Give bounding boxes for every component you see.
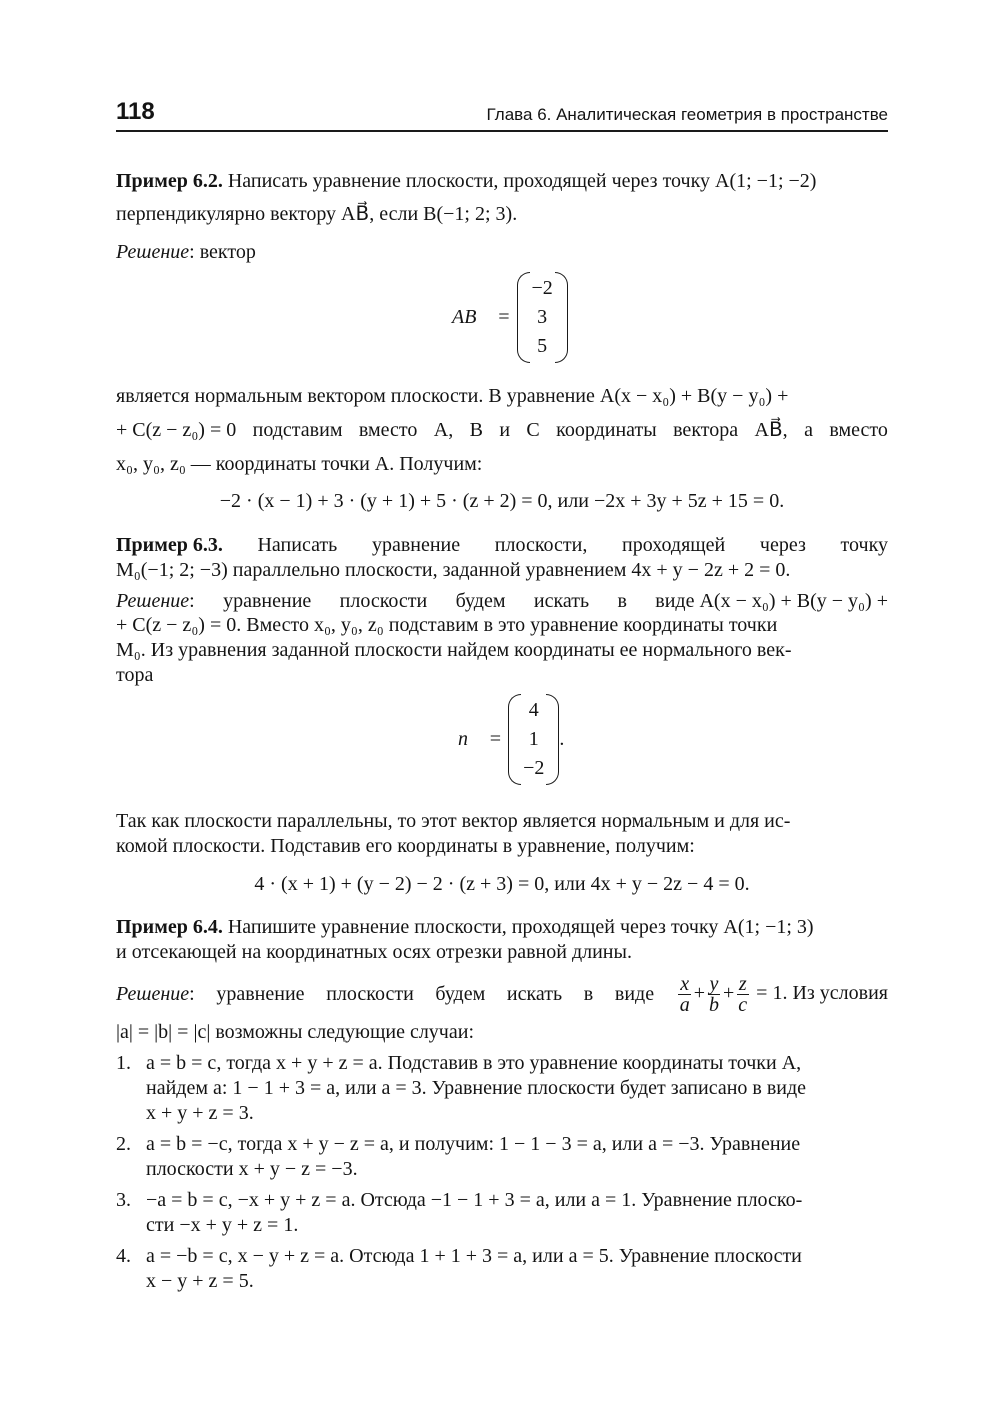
word: C <box>526 419 540 441</box>
list-item-continuation: сти −x + y + z = 1. <box>146 1214 299 1236</box>
left-paren <box>517 272 530 363</box>
word: A, <box>433 419 454 441</box>
list-text: a = b = c, тогда x + y + z = a. Подставив в это уравнение координаты точки A, <box>146 1052 802 1074</box>
fraction-x-over-a: $\frac{x}{a}$ <box>679 972 690 1016</box>
example-6-4-label: Пример 6.4. <box>116 916 223 938</box>
word: вектора <box>673 419 739 441</box>
example-6-2-solution <box>116 239 888 265</box>
solution-label: Решение <box>116 590 190 612</box>
example-6-2-equation: −2 · (x − 1) + 3 · (y + 1) + 5 · (z + 2) = 0, или −2x + 3y + 5z + 15 = 0. <box>219 490 785 512</box>
vector-ab-cell: 3 <box>537 306 548 328</box>
list-item <box>116 1243 888 1269</box>
list-item-continuation: x + y + z = 3. <box>146 1102 254 1124</box>
example-6-3-line-2: M₀(−1; 2; −3) параллельно плоскости, заданной уравнением 4x + y − 2z + 2 = 0. <box>116 559 791 581</box>
word: виде A(x − x₀) + B(y − y₀) + <box>655 590 888 612</box>
list-text: −a = b = c, −x + y + z = a. Отсюда −1 − 1 + 3 = a, или a = 1. Уравнение плоско- <box>146 1189 803 1211</box>
solution-text: : вектор <box>189 241 256 263</box>
word: плоскости <box>326 983 414 1005</box>
example-6-4-line-1 <box>116 914 888 940</box>
example-6-3-line-1 <box>116 532 888 558</box>
list-item <box>116 1187 888 1213</box>
list-item-continuation: найдем a: 1 − 1 + 3 = a, или a = 3. Уравнение плоскости будет записано в виде <box>146 1077 807 1099</box>
vector-n-label: n⃗ = <box>458 728 503 750</box>
word: будем <box>455 590 506 612</box>
list-item-continuation: x − y + z = 5. <box>146 1270 254 1292</box>
example-6-3-line-4: + C(z − z₀) = 0. Вместо x₀, y₀, z₀ подставим в это уравнение координаты точки <box>116 614 778 636</box>
word: + C(z − z₀) = 0 <box>116 419 237 441</box>
example-6-3-line-6: тора <box>116 664 154 686</box>
list-number: 3. <box>116 1189 131 1211</box>
word: Написать <box>257 534 338 556</box>
example-6-3-line-7: Так как плоскости параллельны, то этот вектор является нормальным и для ис- <box>116 810 791 832</box>
solution-label: Решение <box>116 983 190 1005</box>
vector-n-matrix <box>508 694 559 785</box>
page-number: 118 <box>116 98 155 125</box>
example-6-3-line-3: Решение: уравнение плоскости будем искать в виде A(x − x₀) + B(y − y₀) + <box>116 590 888 612</box>
word: уравнение <box>223 590 312 612</box>
list-number: 1. <box>116 1052 131 1074</box>
word: вместо <box>358 419 418 441</box>
vector-n-cell: 1 <box>528 728 539 750</box>
word: вместо <box>829 419 888 441</box>
vector-ab-label: AB⃗ = <box>452 306 511 328</box>
example-6-2-line-4 <box>116 417 888 443</box>
word: уравнение <box>371 534 461 556</box>
example-6-4-line-4: |a| = |b| = |c| возможны следующие случаи: <box>116 1021 474 1043</box>
example-6-2-line-5: x₀, y₀, z₀ — координаты точки A. Получим: <box>116 453 483 475</box>
vector-n-cell: −2 <box>523 757 545 779</box>
fraction-y-over-b: $\frac{y}{b}$ <box>709 972 719 1016</box>
word: в <box>583 983 594 1005</box>
list-text: a = −b = c, x − y + z = a. Отсюда 1 + 1 + 3 = a, или a = 5. Уравнение плоскости <box>146 1245 802 1267</box>
right-paren <box>555 272 568 363</box>
left-paren <box>508 694 521 785</box>
intercept-equation: $\frac{x}{a}$ + $\frac{y}{b}$ + $\frac{z}{c}$ = 1. Из условия <box>679 972 888 1016</box>
page-header <box>116 100 888 130</box>
vector-ab-cell: 5 <box>537 335 548 357</box>
example-6-4-line-3: Решение: уравнение плоскости будем искать в виде $\frac{x}{a}$ + $\frac{y}{b}$ + $\frac{z}{c}$ = 1. Из условия <box>116 972 888 1016</box>
word: плоскости, <box>494 534 588 556</box>
word: B <box>469 419 483 441</box>
word: через <box>759 534 806 556</box>
solution-label: Решение <box>116 241 190 263</box>
list-number: 2. <box>116 1133 131 1155</box>
example-6-4-text-1: Напишите уравнение плоскости, проходящей через точку A(1; −1; 3) <box>227 916 814 938</box>
right-paren <box>546 694 559 785</box>
list-text: a = b = −c, тогда x + y − z = a, и получим: 1 − 1 − 3 = a, или a = −3. Уравнение <box>146 1133 801 1155</box>
word: AB⃗, <box>754 419 788 441</box>
vector-ab-cell: −2 <box>531 277 553 299</box>
list-item <box>116 1050 888 1076</box>
example-6-3-line-5: M₀. Из уравнения заданной плоскости найдем координаты ее нормального век- <box>116 639 792 661</box>
word: в <box>617 590 627 612</box>
word: виде <box>614 983 655 1005</box>
example-6-2-line-3: является нормальным вектором плоскости. В уравнение A(x − x₀) + B(y − y₀) + <box>116 385 789 407</box>
word: координаты <box>556 419 657 441</box>
fraction-z-over-c: $\frac{z}{c}$ <box>738 972 748 1016</box>
word: и <box>499 419 511 441</box>
word: плоскости <box>339 590 428 612</box>
word: проходящей <box>622 534 726 556</box>
header-rule <box>116 130 888 132</box>
word: искать <box>533 590 590 612</box>
example-6-2-label: Пример 6.2. <box>116 170 223 192</box>
list-number: 4. <box>116 1245 131 1267</box>
vector-n <box>458 694 564 785</box>
word: подставим <box>252 419 343 441</box>
example-6-2-text-1: Написать уравнение плоскости, проходящей через точку A(1; −1; −2) <box>227 170 817 192</box>
equation-tail: = 1. Из условия <box>756 981 888 1004</box>
example-6-3-line-8: комой плоскости. Подставив его координаты в уравнение, получим: <box>116 835 695 857</box>
example-6-3-equation: 4 · (x + 1) + (y − 2) − 2 · (z + 3) = 0, или 4x + y − 2z − 4 = 0. <box>254 873 750 895</box>
example-6-2-line-1 <box>116 168 888 194</box>
word: а <box>804 419 813 441</box>
word: точку <box>840 534 888 556</box>
vector-ab <box>452 272 568 363</box>
word: уравнение <box>216 983 305 1005</box>
vector-n-cell: 4 <box>528 699 539 721</box>
example-6-2-line-2: перпендикулярно вектору AB⃗, если B(−1; 2; 3). <box>116 203 518 225</box>
vector-ab-matrix <box>517 272 568 363</box>
list-item-continuation: плоскости x + y − z = −3. <box>146 1158 358 1180</box>
vector-n-period: . <box>559 728 565 750</box>
list-item <box>116 1131 888 1157</box>
example-6-4-line-2: и отсекающей на координатных осях отрезки равной длины. <box>116 941 632 963</box>
word: искать <box>506 983 563 1005</box>
word: будем <box>435 983 486 1005</box>
running-title: Глава 6. Аналитическая геометрия в пространстве <box>486 105 888 124</box>
example-6-3-label: Пример 6.3. <box>116 534 223 556</box>
